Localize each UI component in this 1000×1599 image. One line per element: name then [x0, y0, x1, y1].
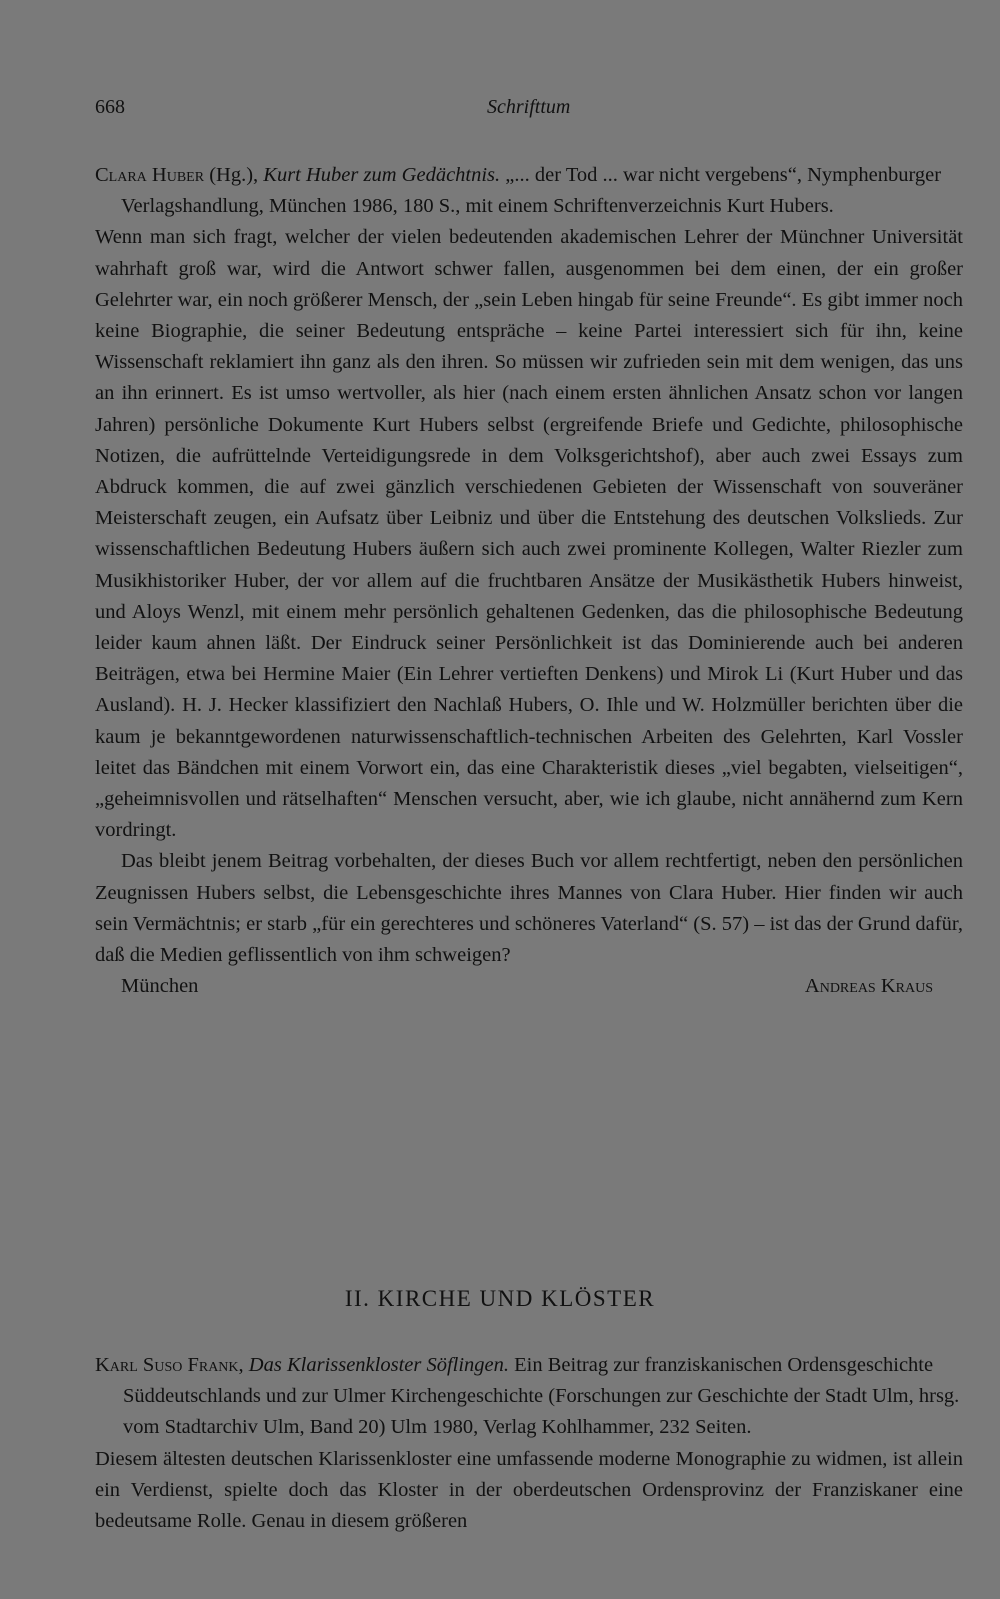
bibliographic-entry — [95, 160, 963, 222]
reviewer-name: Andreas Kraus — [804, 975, 933, 998]
bibliographic-details: Ein Beitrag zur franziskanischen Ordensgeschichte Süddeutschlands und zur Ulmer Kirchengeschichte (Forschungen zur Geschichte der Stadt Ulm, hrsg. vom Stadtarchiv Ulm, Band 20) Ulm 1980, Verlag Kohlhammer, 232 Seiten. — [123, 1354, 960, 1439]
page-number: 668 — [95, 96, 125, 118]
review-clara-huber — [95, 160, 963, 1002]
book-title: Kurt Huber zum Gedächtnis. — [263, 164, 501, 186]
bibliographic-details: „... der Tod ... war nicht vergebens“, Nymphenburger Verlagshandlung, München 1986, 180 S., mit einem Schriftenverzeichnis Kurt Hubers. — [121, 164, 942, 218]
book-title: Das Klarissenkloster Söflingen. — [248, 1354, 510, 1376]
bibliographic-entry: Karl Suso Frank, Das Klarissenkloster Söflingen. Ein Beitrag zur franziskanischen Ordensgeschichte Süddeutschlands und zur Ulmer Kirchengeschichte (Forschungen zur Geschichte der Stadt Ulm, hrsg. vom Stadtarchiv Ulm, Band 20) Ulm 1980, Verlag Kohlhammer, 232 Seiten. — [95, 1354, 960, 1439]
book-author: Clara Huber — [95, 164, 205, 186]
review-signature — [95, 971, 963, 1002]
editor-note: (Hg.), — [204, 164, 264, 186]
review-karl-suso-frank — [95, 1350, 963, 1537]
review-place: München — [121, 975, 199, 998]
review-paragraph: Das bleibt jenem Beitrag vorbehalten, der dieses Buch vor allem rechtfertigt, neben den persönlichen Zeugnissen Hubers selbst, die Lebensgeschichte ihres Mannes von Clara Huber. Hier finden wir auch sein Vermächtnis; er starb „für ein gerechteres und schöneres Vaterland“ (S. 57) – ist das der Grund dafür, daß die Medien geflissentlich von ihm schweigen? — [95, 850, 963, 967]
book-author: Karl Suso Frank — [95, 1354, 239, 1376]
review-paragraph: Diesem ältesten deutschen Klarissenkloster eine umfassende moderne Monographie zu widmen, ist allein ein Verdienst, spielte doch das Kloster in der oberdeutschen Ordensprovinz der Franziskaner eine bedeutsame Rolle. Genau in diesem größeren — [95, 1447, 963, 1533]
page-header — [95, 96, 575, 126]
running-title: Schrifttum — [487, 96, 571, 118]
review-paragraph: Wenn man sich fragt, welcher der vielen bedeutenden akademischen Lehrer der Münchner Universität wahrhaft groß war, wird die Antwort schwer fallen, ausgenommen bei dem einen, der ein großer Gelehrter war, ein noch größerer Mensch, der „sein Leben hingab für seine Freunde“. Es gibt immer noch keine Biographie, die seiner Bedeutung entspräche – keine Partei interessiert sich für ihn, keine Wissenschaft reklamiert ihn ganz als den ihren. So müssen wir zufrieden sein mit dem wenigen, das uns an ihn erinnert. Es ist umso wertvoller, als hier (nach einem ersten ähnlichen Ansatz schon vor langen Jahren) persönliche Dokumente Kurt Hubers selbst (ergreifende Briefe und Gedichte, philosophische Notizen, die aufrüttelnde Verteidigungsrede in dem Volksgerichtshof), aber auch zwei Essays zum Abdruck kommen, die auf zwei gänzlich verschiedenen Gebieten der Wissenschaft von souveräner Meisterschaft zeugen, ein Aufsatz über Leibniz und über die Entstehung des deutschen Volkslieds. Zur wissenschaftlichen Bedeutung Hubers äußern sich auch zwei prominente Kollegen, Walter Riezler zum Musikhistoriker Huber, der vor allem auf die fruchtbaren Ansätze der Musikästhetik Hubers hinweist, und Aloys Wenzl, mit einem mehr persönlich gehaltenen Gedenken, das die philosophische Bedeutung leider kaum ahnen läßt. Der Eindruck seiner Persönlichkeit ist das Dominierende auch bei anderen Beiträgen, etwa bei Hermine Maier (Ein Lehrer vertieften Denkens) und Mirok Li (Kurt Huber und das Ausland). H. J. Hecker klassifiziert den Nachlaß Hubers, O. Ihle und W. Holzmüller berichten über die kaum je bekanntgewordenen naturwissenschaftlich-technischen Arbeiten des Gelehrten, Karl Vossler leitet das Bändchen mit einem Vorwort ein, das eine Charakteristik dieses „viel begabten, vielseitigen“, „geheimnisvollen und rätselhaften“ Menschen versucht, aber, wie ich glaube, nicht annähernd zum Kern vordringt. — [95, 226, 963, 842]
section-heading: II. KIRCHE UND KLÖSTER — [344, 1286, 656, 1311]
